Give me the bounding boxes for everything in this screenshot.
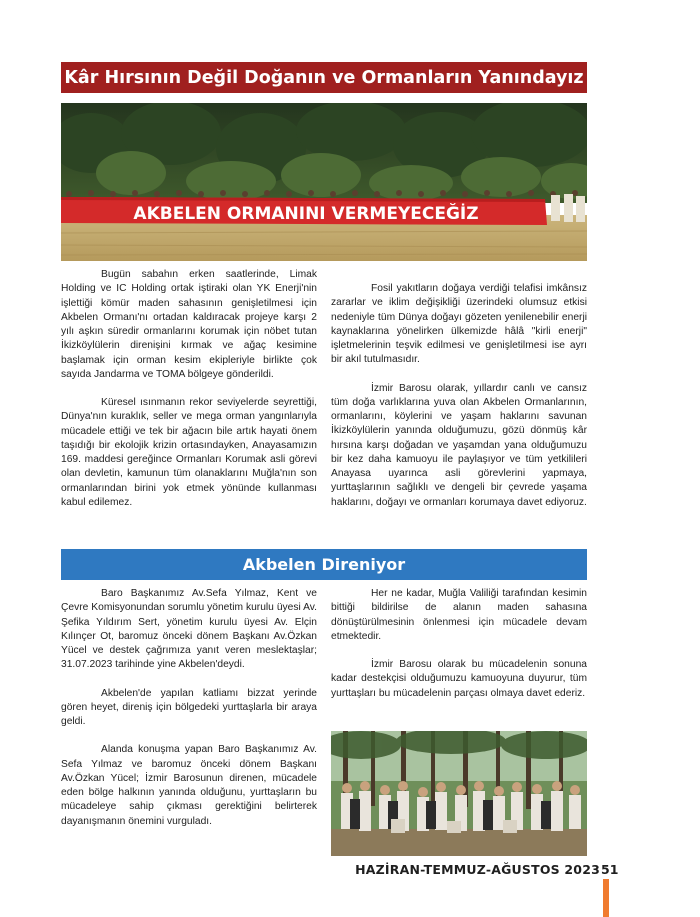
issue-label: HAZİRAN-TEMMUZ-AĞUSTOS 2023 [355,862,600,877]
paragraph: İzmir Barosu olarak bu mücadelenin sonuna kadar destekçisi olduğumuzu kamuoyuna duyurur, tüm yurttaşları bu mücadelenin parçası olmaya davet ederiz. [331,659,587,699]
page-number: 51 [601,862,619,877]
paragraph: Fosil yakıtların doğaya verdiği telafisi imkânsız zararlar ve iklim değişikliği üzerindeki olumsuz etkisi nedeniyle tüm Dünya doğayı gözeten yenilenebilir enerji kaynaklarına yönelirken ülkemizde hâlâ "kirli enerji" işletmelerinin teşvik edilmesi ve genişletilmesi ise ayrı bir akıl tutulmasıdır. [331,283,587,366]
article-title: Kâr Hırsının Değil Doğanın ve Ormanların Yanındayız [64,67,584,88]
paragraph: Her ne kadar, Muğla Valiliği tarafından kesimin bittiği bildirilse de alanın maden sahasına dönüştürülmesinin önlenmesi için mücadele devam etmektedir. [331,588,587,642]
group-forest-photo [331,731,587,856]
protest-banner-photo [61,103,587,261]
section-column-right [331,587,587,715]
section-title: Akbelen Direniyor [242,555,406,574]
paragraph: Baro Başkanımız Av.Sefa Yılmaz, Kent ve Çevre Komisyonundan sorumlu yönetim kurulu üyesi Av. Şefika Yıldırım Sert, yönetim kurulu üyesi Av. Elçin Kılınçer Ot, baromuz önceki dönem Başkanı Av.Özkan Yücel ve destek çağrımıza yanıt veren meslektaşlar; 31.07.2023 tarihinde yine Akbelen'deydi. [61,588,317,671]
article-column-right [331,282,587,524]
section-column-left [61,587,317,843]
group-photo-illustration [331,731,587,856]
paragraph: Bugün sabahın erken saatlerinde, Limak Holding ve IC Holding ortak iştiraki olan YK Enerji'nin işlettiği kömür maden sahasının genişletilmesi için Akbelen Ormanı'nı ortadan kaldıracak projeye karşı 2 yılı aşkın süredir ormanlarını korumak için nöbet tutan İkizköylülerin direnişini kırmak ve ağaç kesimine başlamak için orman kesim ekipleriyle birlikte çok sayıda Jandarma ve TOMA bölgeye gönderildi. [61,269,317,380]
paragraph: İzmir Barosu olarak, yıllardır canlı ve cansız tüm doğa varlıklarına yuva olan Akbelen Ormanlarının, ormanlarını, köylerini ve yaşam haklarını savunan İkizköylülerin yanında olduğumuzu, gözü dönmüş kâr hırsına karşı doğadan ve yaşamdan yana olduğumuzu bir kez daha kamuoyu ile paylaşıyor ve tüm yetkilileri Anayasa uyarınca asli görevlerini yapmaya, yurttaşlarının sağlıklı ve dengeli bir çevrede yaşama haklarını, doğayı ve ormanları korumaya davet ediyoruz. [331,382,587,508]
article-column-left [61,268,317,524]
accent-strip [603,879,609,917]
paragraph: Küresel ısınmanın rekor seviyelerde seyrettiği, Dünya'nın kuraklık, seller ve mega orman yangınlarıyla mücadele ettiği ve tek bir ağacın bile artık hayati önem taşıdığı bir ekolojik krizin ortasındayken, Anayasamızın 169. maddesi gereğince Ormanları Korumak asli görevi olan devletin, kamunun tüm olanaklarını Muğla'nın son ormanlarından birini yok etmek yönünde kullanması kabul edilemez. [61,397,317,508]
paragraph: Akbelen'de yapılan katliamı bizzat yerinde gören heyet, direniş için bölgedeki yurttaşlarla bir araya geldi. [61,687,317,727]
section-title-bar [61,549,587,580]
article-title-bar [61,62,587,93]
banner-slogan: AKBELEN ORMANINI VERMEYECEĞİZ [133,204,479,224]
paragraph: Alanda konuşma yapan Baro Başkanımız Av. Sefa Yılmaz ve baromuz önceki dönem Başkanı Av.Özkan Yücel; İzmir Barosunun direnen, mücadele eden bölge halkının yanında olduğunu, yurttaşların bu mücadeleye sahip çıkması gerektiğini belirterek dayanışmanın önemini vurguladı. [61,744,317,827]
protest-photo-illustration [61,103,587,261]
